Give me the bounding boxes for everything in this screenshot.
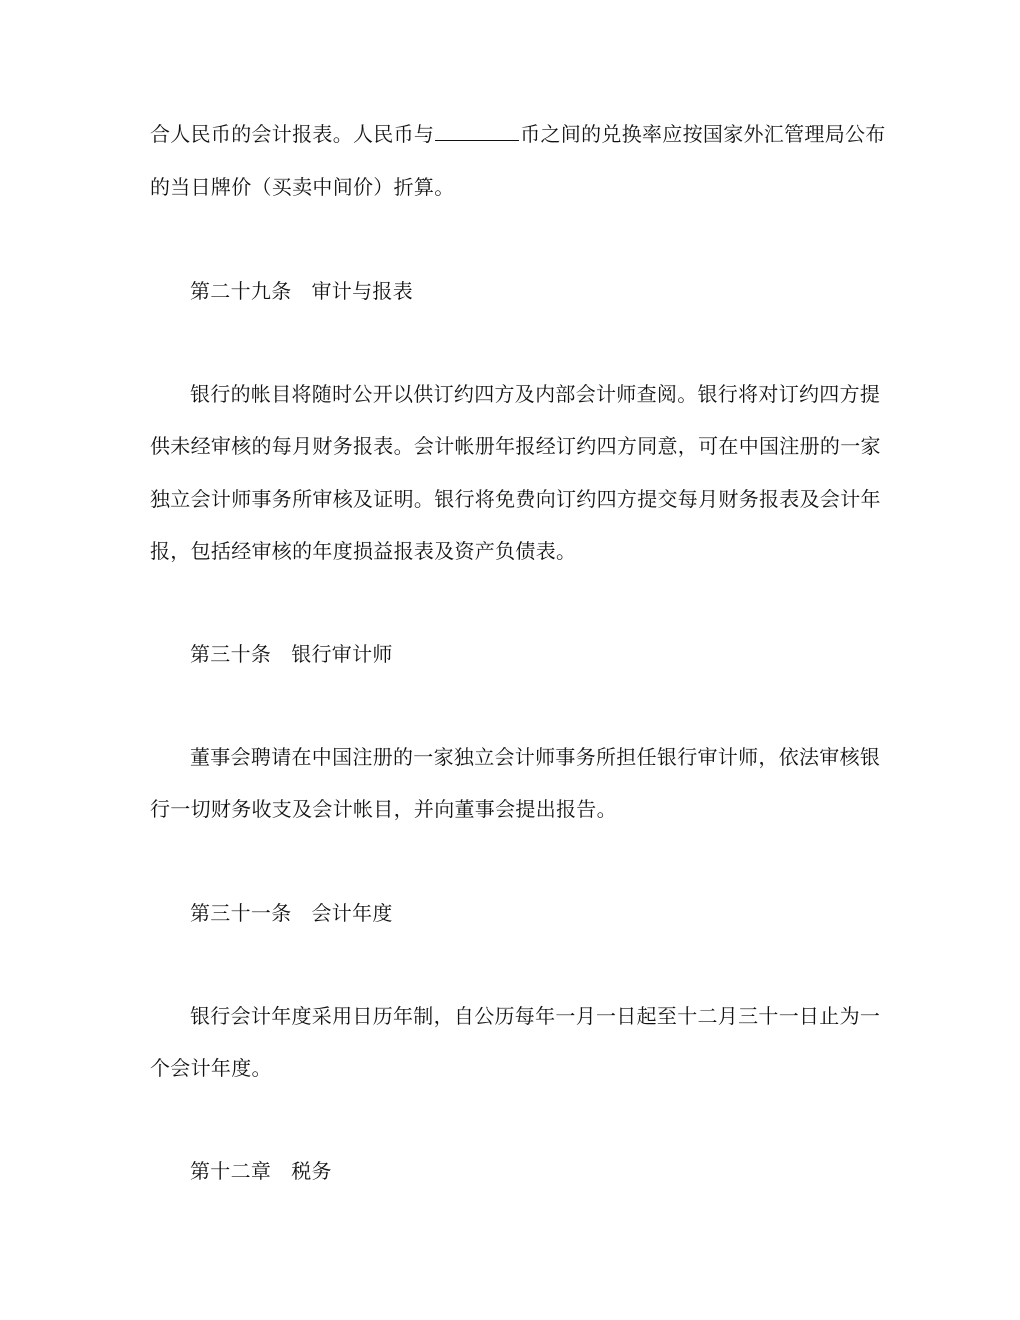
article-heading bbox=[190, 277, 413, 305]
paragraph-line: 银行的帐目将随时公开以供订约四方及内部会计师查阅。银行将对订约四方提 bbox=[190, 382, 881, 406]
paragraph-line: 报，包括经审核的年度损益报表及资产负债表。 bbox=[150, 539, 577, 563]
paragraph-line bbox=[150, 120, 886, 148]
article-number: 第三十一条 bbox=[190, 901, 292, 925]
chapter-number: 第十二章 bbox=[190, 1159, 272, 1183]
paragraph-line: 独立会计师事务所审核及证明。银行将免费向订约四方提交每月财务报表及会计年 bbox=[150, 487, 881, 511]
paragraph-line: 银行会计年度采用日历年制，自公历每年一月一日起至十二月三十一日止为一 bbox=[190, 1004, 881, 1028]
fill-in-blank bbox=[435, 120, 519, 141]
paragraph-line: 供未经审核的每月财务报表。会计帐册年报经订约四方同意，可在中国注册的一家 bbox=[150, 434, 881, 458]
paragraph-line: 董事会聘请在中国注册的一家独立会计师事务所担任银行审计师，依法审核银 bbox=[190, 745, 881, 769]
article-number: 第二十九条 bbox=[190, 279, 292, 303]
paragraph-line: 的当日牌价（买卖中间价）折算。 bbox=[150, 175, 455, 199]
paragraph-line: 行一切财务收支及会计帐目，并向董事会提出报告。 bbox=[150, 797, 617, 821]
chapter-heading bbox=[190, 1157, 332, 1185]
article-number: 第三十条 bbox=[190, 642, 272, 666]
article-title: 会计年度 bbox=[311, 901, 393, 925]
text-segment: 合人民币的会计报表。人民币与 bbox=[150, 122, 435, 146]
chapter-title: 税务 bbox=[291, 1159, 332, 1183]
article-title: 银行审计师 bbox=[291, 642, 393, 666]
paragraph-line: 个会计年度。 bbox=[150, 1056, 272, 1080]
article-heading bbox=[190, 640, 393, 668]
article-title: 审计与报表 bbox=[311, 279, 413, 303]
text-segment: 币之间的兑换率应按国家外汇管理局公布 bbox=[520, 122, 886, 146]
article-heading bbox=[190, 899, 393, 927]
